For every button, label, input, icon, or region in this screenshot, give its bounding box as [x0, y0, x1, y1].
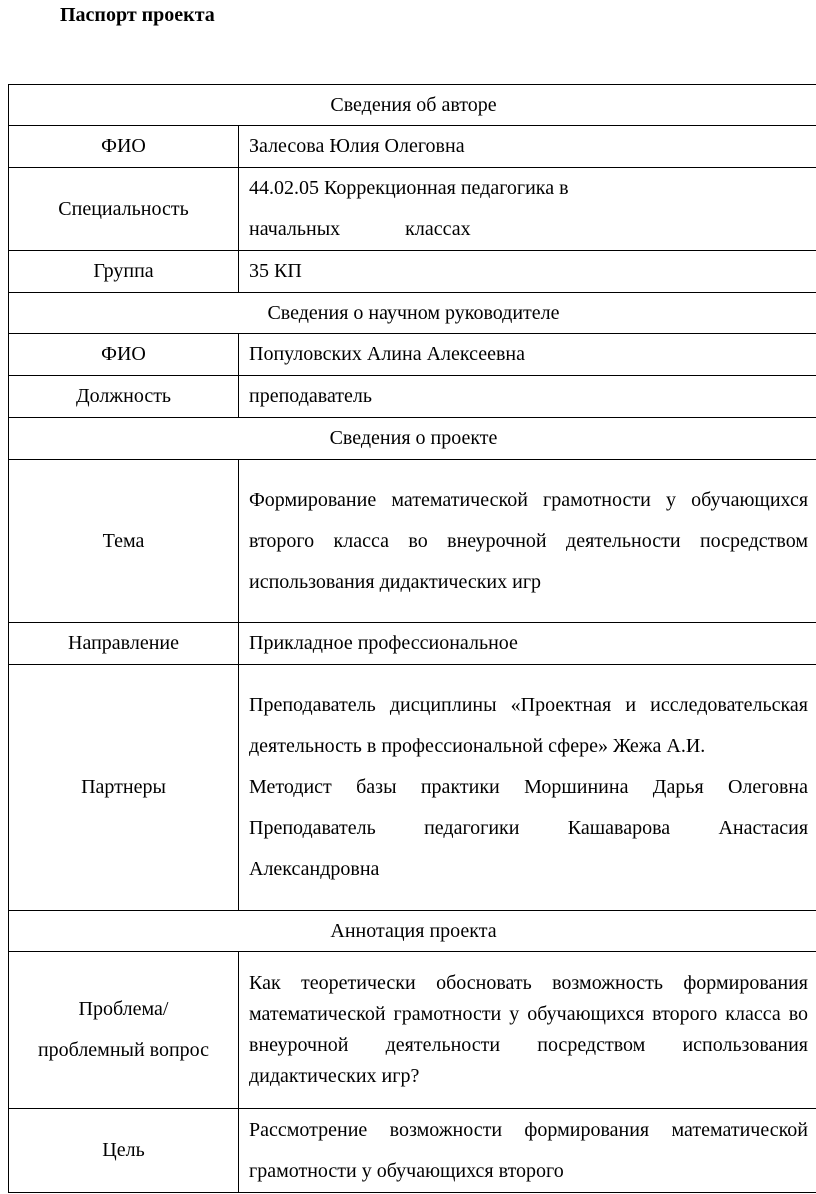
project-topic-value: Формирование математической грамотности у обучающихся второго класса во внеурочной деятельности посредством использования дидактических игр — [239, 460, 816, 623]
project-partners-label: Партнеры — [9, 665, 239, 911]
table-row — [9, 952, 816, 1109]
table-row — [9, 334, 816, 376]
partner-item: Методист базы практики Моршинина Дарья Олеговна — [249, 776, 809, 798]
section-header-annotation: Аннотация проекта — [9, 911, 816, 952]
project-passport-table — [8, 84, 816, 1193]
problem-label-line-1: Проблема/ — [78, 998, 169, 1020]
author-fio-label: ФИО — [9, 126, 239, 168]
author-group-label: Группа — [9, 251, 239, 293]
supervisor-fio-label: ФИО — [9, 334, 239, 376]
section-row-author — [9, 85, 816, 126]
supervisor-position-value: преподаватель — [239, 376, 816, 418]
author-fio-value: Залесова Юлия Олеговна — [239, 126, 816, 168]
specialty-line-2: начальных классах — [249, 218, 471, 240]
table-row — [9, 1109, 816, 1193]
section-header-author: Сведения об авторе — [9, 85, 816, 126]
table-row — [9, 251, 816, 293]
author-specialty-label: Специальность — [9, 168, 239, 251]
author-specialty-value — [239, 168, 816, 251]
page-title: Паспорт проекта — [60, 4, 215, 26]
partner-item: Преподаватель педагогики Кашаварова Анастасия Александровна — [249, 817, 809, 880]
annotation-goal-value: Рассмотрение возможности формирования математической грамотности у обучающихся второго — [239, 1109, 816, 1193]
project-direction-value: Прикладное профессиональное — [239, 623, 816, 665]
specialty-line-1: 44.02.05 Коррекционная педагогика в — [249, 177, 569, 199]
project-direction-label: Направление — [9, 623, 239, 665]
author-group-value: 35 КП — [239, 251, 816, 293]
section-row-annotation — [9, 911, 816, 952]
table-row — [9, 376, 816, 418]
table-row — [9, 460, 816, 623]
table-row — [9, 168, 816, 251]
partner-item: Преподаватель дисциплины «Проектная и исследовательская деятельность в профессиональной сфере» Жежа А.И. — [249, 694, 809, 757]
project-topic-label: Тема — [9, 460, 239, 623]
table-row — [9, 126, 816, 168]
section-row-supervisor — [9, 293, 816, 334]
supervisor-fio-value: Популовских Алина Алексеевна — [239, 334, 816, 376]
project-partners-value — [239, 665, 816, 911]
annotation-problem-label — [9, 952, 239, 1109]
section-header-project: Сведения о проекте — [9, 418, 816, 460]
supervisor-position-label: Должность — [9, 376, 239, 418]
problem-label-line-2: проблемный вопрос — [37, 1039, 210, 1061]
table-row — [9, 623, 816, 665]
annotation-goal-label: Цель — [9, 1109, 239, 1193]
section-header-supervisor: Сведения о научном руководителе — [9, 293, 816, 334]
table-row — [9, 665, 816, 911]
annotation-problem-value: Как теоретически обосновать возможность формирования математической грамотности у обучающихся второго класса во внеурочной деятельности посредством использования дидактических игр? — [239, 952, 816, 1109]
section-row-project — [9, 418, 816, 460]
